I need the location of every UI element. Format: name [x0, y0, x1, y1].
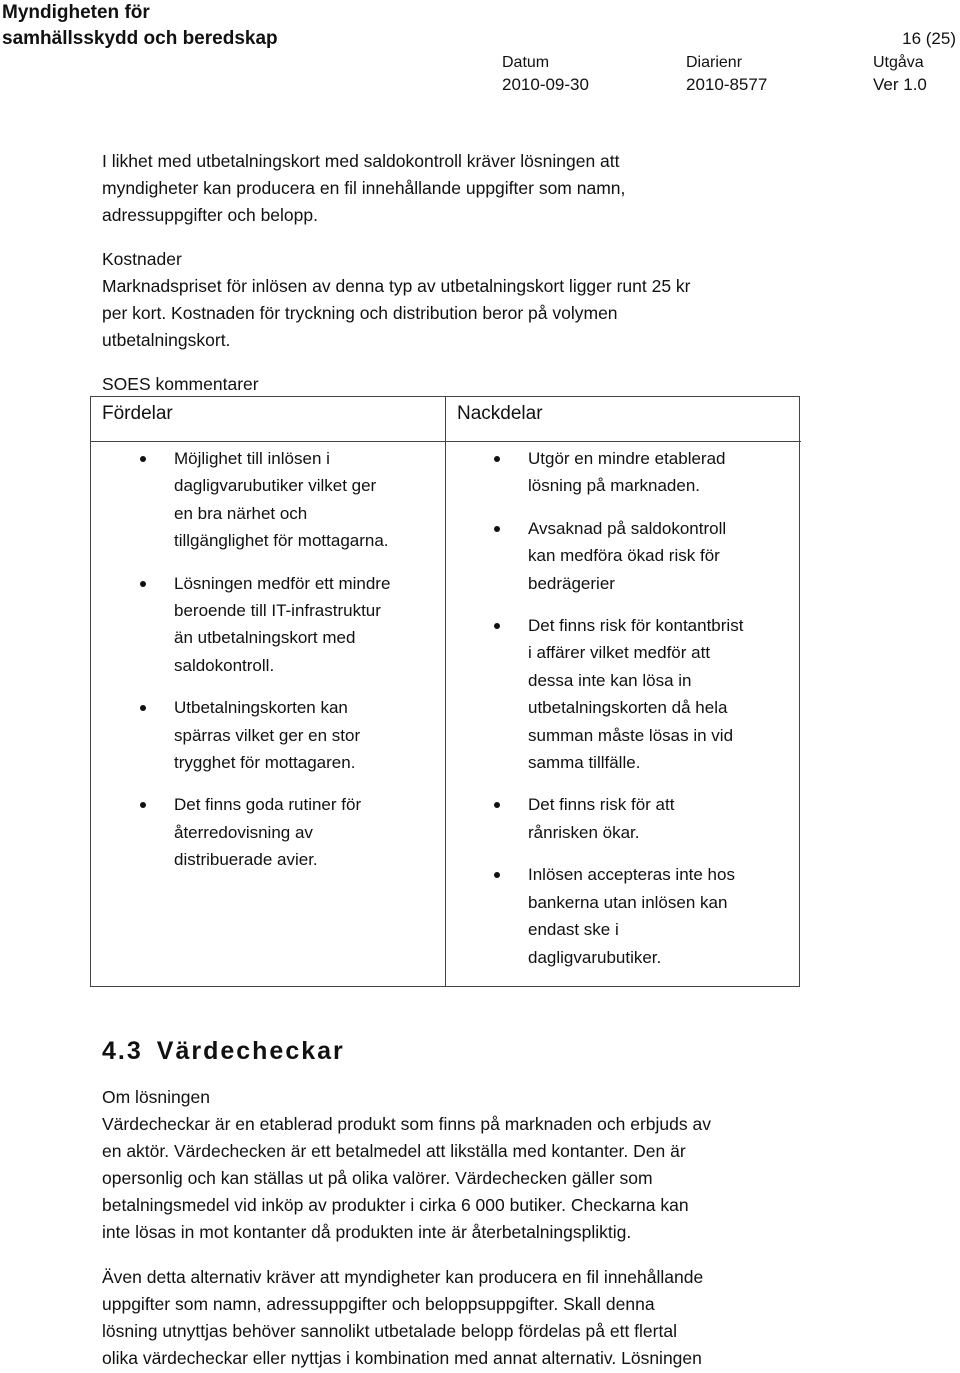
bullet-icon — [140, 705, 146, 711]
section-body-1 — [102, 1084, 862, 1246]
item-line: spärras vilket ger en stor — [174, 725, 361, 745]
body-line: opersonlig och kan ställas ut på olika valörer. Värdechecken gäller som — [102, 1168, 653, 1188]
costs-section — [102, 246, 862, 354]
pros-item — [91, 570, 411, 680]
cons-list — [445, 445, 765, 986]
item-line: trygghet för mottagaren. — [174, 753, 356, 773]
body-line: inte lösas in mot kontanter då produkten inte är återbetalningspliktig. — [102, 1222, 632, 1242]
organization-name — [2, 0, 278, 52]
item-line: tillgänglighet för mottagarna. — [174, 531, 389, 551]
item-line: än utbetalningskort med — [174, 628, 356, 648]
item-line: saldokontroll. — [174, 655, 275, 675]
body-line: betalningsmedel vid inköp av produkter i cirka 6 000 butiker. Checkarna kan — [102, 1195, 689, 1215]
org-line-2: samhällsskydd och beredskap — [2, 28, 278, 49]
org-line-1: Myndigheten för — [2, 2, 150, 23]
bullet-icon — [140, 802, 146, 808]
soes-heading: SOES kommentarer — [102, 374, 259, 394]
item-line: återredovisning av — [174, 822, 313, 842]
body-line: olika värdecheckar eller nyttjas i kombination med annat alternativ. Lösningen — [102, 1348, 702, 1368]
version-block — [873, 52, 927, 96]
bullet-icon — [140, 581, 146, 587]
intro-paragraph — [102, 148, 862, 229]
item-line: dessa inte kan lösa in — [528, 670, 692, 690]
section-number: 4.3 — [102, 1037, 143, 1065]
intro-line: adressuppgifter och belopp. — [102, 205, 318, 225]
bullet-icon — [494, 526, 500, 532]
cons-item — [445, 445, 765, 500]
costs-line: Marknadspriset för inlösen av denna typ av utbetalningskort ligger runt 25 kr — [102, 276, 691, 296]
item-line: kan medföra ökad risk för — [528, 546, 720, 566]
subheading: Om lösningen — [102, 1087, 210, 1107]
item-line: endast ske i — [528, 920, 619, 940]
item-line: samma tillfälle. — [528, 753, 641, 773]
pros-item — [91, 445, 411, 555]
pros-item — [91, 694, 411, 776]
cons-item — [445, 515, 765, 597]
pros-cons-table — [90, 396, 800, 987]
bullet-icon — [140, 456, 146, 462]
bullet-icon — [494, 623, 500, 629]
item-line: Utgör en mindre etablerad — [528, 449, 726, 468]
cons-header: Nackdelar — [457, 403, 543, 424]
item-line: dagligvarubutiker vilket ger — [174, 476, 377, 496]
body-line: uppgifter som namn, adressuppgifter och beloppsuppgifter. Skall denna — [102, 1294, 655, 1314]
body-line: Värdecheckar är en etablerad produkt som finns på marknaden och erbjuds av — [102, 1114, 711, 1134]
item-line: utbetalningskorten då hela — [528, 698, 728, 718]
item-line: Det finns risk för att — [528, 795, 675, 815]
item-line: Inlösen accepteras inte hos — [528, 865, 735, 885]
body-line: Även detta alternativ kräver att myndigheter kan producera en fil innehållande — [102, 1267, 704, 1287]
item-line: dagligvarubutiker. — [528, 947, 662, 967]
item-line: bankerna utan inlösen kan — [528, 892, 728, 912]
header-divider — [91, 441, 801, 442]
date-label: Datum — [502, 54, 550, 71]
date-value: 2010-09-30 — [502, 75, 589, 94]
diarienr-label: Diarienr — [686, 54, 743, 71]
cons-item — [445, 612, 765, 776]
item-line: lösning på marknaden. — [528, 476, 701, 496]
item-line: Lösningen medför ett mindre — [174, 573, 391, 593]
item-line: rånrisken ökar. — [528, 822, 640, 842]
item-line: summan måste lösas in vid — [528, 725, 734, 745]
item-line: distribuerade avier. — [174, 850, 318, 870]
diarienr-value: 2010-8577 — [686, 75, 768, 94]
diarienr-block — [686, 52, 767, 96]
body-line: en aktör. Värdechecken är ett betalmedel att likställa med kontanter. Den är — [102, 1141, 686, 1161]
item-line: Det finns risk för kontantbrist — [528, 616, 744, 636]
item-line: i affärer vilket medför att — [528, 643, 711, 663]
pros-header: Fördelar — [102, 403, 173, 424]
section-body-2 — [102, 1264, 862, 1372]
bullet-icon — [494, 802, 500, 808]
section-title: Värdecheckar — [156, 1037, 345, 1065]
costs-heading: Kostnader — [102, 249, 182, 269]
date-block — [502, 52, 589, 96]
item-line: Möjlighet till inlösen i — [174, 449, 330, 468]
item-line: bedrägerier — [528, 573, 615, 593]
intro-line: myndigheter kan producera en fil innehållande uppgifter som namn, — [102, 178, 626, 198]
body-line: lösning utnyttjas behöver sannolikt utbetalade belopp fördelas på ett flertal — [102, 1321, 677, 1341]
page-number: 16 (25) — [902, 29, 956, 48]
version-label: Utgåva — [873, 54, 924, 71]
item-line: beroende till IT-infrastruktur — [174, 601, 381, 621]
item-line: Det finns goda rutiner för — [174, 795, 362, 815]
item-line: Utbetalningskorten kan — [174, 698, 348, 718]
bullet-icon — [494, 872, 500, 878]
item-line: Avsaknad på saldokontroll — [528, 518, 727, 538]
costs-line: utbetalningskort. — [102, 330, 231, 350]
bullet-icon — [494, 456, 500, 462]
pros-item — [91, 791, 411, 873]
intro-line: I likhet med utbetalningskort med saldokontroll kräver lösningen att — [102, 151, 620, 171]
pros-list — [91, 445, 411, 889]
version-value: Ver 1.0 — [873, 75, 927, 94]
cons-item — [445, 791, 765, 846]
costs-line: per kort. Kostnaden för tryckning och distribution beror på volymen — [102, 303, 618, 323]
cons-item — [445, 861, 765, 971]
section-heading — [102, 1034, 345, 1068]
item-line: en bra närhet och — [174, 503, 308, 523]
